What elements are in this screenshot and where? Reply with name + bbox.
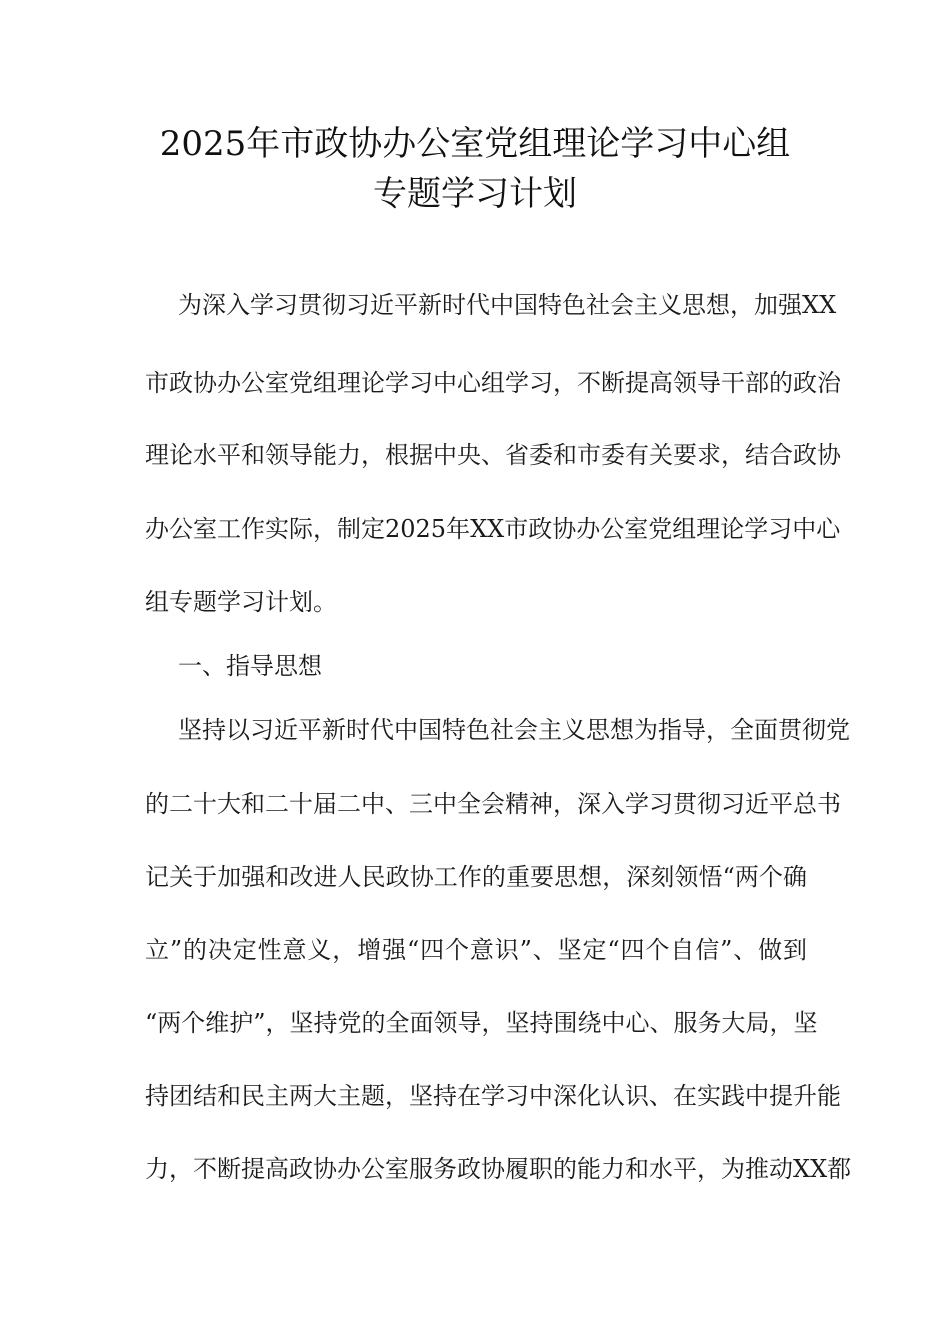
paragraph-line: 力，不断提高政协办公室服务政协履职的能力和水平，为推动XX都 <box>145 1155 852 1183</box>
paragraph-line: 坚持以习近平新时代中国特色社会主义思想为指导，全面贯彻党 <box>178 716 850 744</box>
paragraph-line: 的二十大和二十届二中、三中全会精神，深入学习贯彻习近平总书 <box>145 790 841 818</box>
document-title-line-1: 2025年市政协办公室党组理论学习中心组 <box>159 124 791 164</box>
paragraph-line: 持团结和民主两大主题，坚持在学习中深化认识、在实践中提升能 <box>145 1082 841 1110</box>
paragraph-line: 为深入学习贯彻习近平新时代中国特色社会主义思想，加强XX <box>178 291 837 319</box>
paragraph-line: 市政协办公室党组理论学习中心组学习，不断提高领导干部的政治 <box>145 369 841 397</box>
paragraph-line: 立”的决定性意义，增强“四个意识”、坚定“四个自信”、做到 <box>145 936 807 964</box>
paragraph-line: 办公室工作实际，制定2025年XX市政协办公室党组理论学习中心 <box>145 515 841 543</box>
paragraph-line: 记关于加强和改进人民政协工作的重要思想，深刻领悟“两个确 <box>145 863 807 891</box>
paragraph-line: “两个维护”，坚持党的全面领导，坚持围绕中心、服务大局，坚 <box>145 1009 818 1037</box>
section-heading: 一、指导思想 <box>178 652 322 680</box>
document-title-line-2: 专题学习计划 <box>373 174 577 214</box>
paragraph-line: 理论水平和领导能力，根据中央、省委和市委有关要求，结合政协 <box>145 441 841 469</box>
paragraph-line: 组专题学习计划。 <box>145 588 337 616</box>
